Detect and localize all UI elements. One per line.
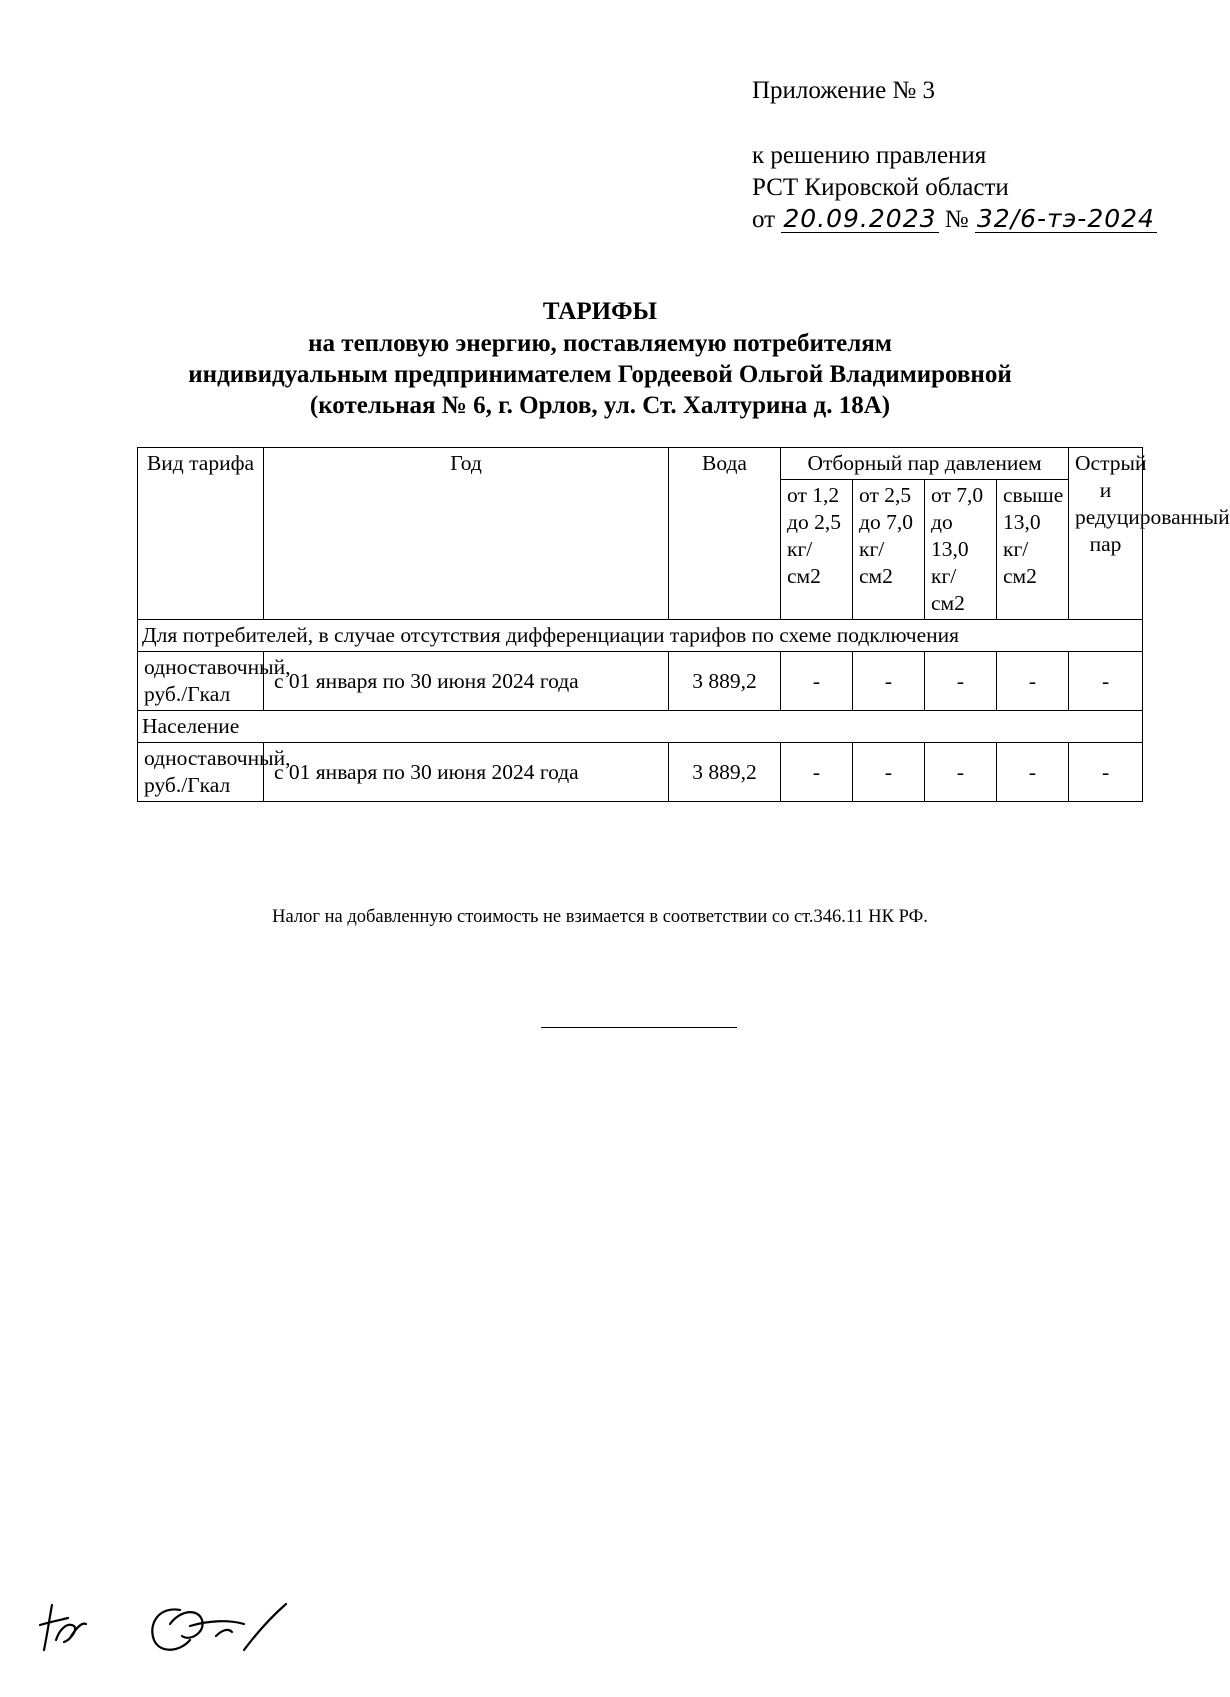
decision-reference <box>752 140 1157 236</box>
section-title-no-differentiation: Для потребителей, в случае отсутствия дифференциации тарифов по схеме подключения <box>138 620 1143 652</box>
cell-water: 3 889,2 <box>669 652 781 711</box>
cell-tariff-type: одноставочный, руб./Гкал <box>138 652 264 711</box>
cell-p3: - <box>925 743 997 802</box>
decision-line-2: РСТ Кировской области <box>752 174 1009 201</box>
decision-date-number <box>752 204 1157 236</box>
header-steam-group: Отборный пар давлением <box>781 448 1069 480</box>
document-title <box>0 296 1200 421</box>
header-pressure-4: свыше 13,0 кг/см2 <box>997 480 1069 620</box>
table-row <box>138 743 1143 802</box>
cell-p4: - <box>997 652 1069 711</box>
vat-note: Налог на добавленную стоимость не взимается в соответствии со ст.346.11 НК РФ. <box>272 907 928 927</box>
main-signature <box>152 1604 286 1650</box>
header-pressure-3: от 7,0 до 13,0 кг/см2 <box>925 480 997 620</box>
appendix-label: Приложение № 3 <box>752 77 936 104</box>
header-water: Вода <box>669 448 781 620</box>
cell-p3: - <box>925 652 997 711</box>
header-pressure-1: от 1,2 до 2,5 кг/см2 <box>781 480 853 620</box>
cell-sharp: - <box>1069 652 1143 711</box>
title-main: ТАРИФЫ <box>542 298 658 325</box>
title-line-2: индивидуальным предпринимателем Гордеевой Ольгой Владимировной <box>188 361 1012 388</box>
header-tariff-type: Вид тарифа <box>138 448 264 620</box>
title-line-1: на тепловую энергию, поставляемую потребителям <box>308 330 892 357</box>
cell-p1: - <box>781 743 853 802</box>
title-line-3: (котельная № 6, г. Орлов, ул. Ст. Халтурина д. 18А) <box>309 392 891 419</box>
cell-p2: - <box>853 743 925 802</box>
handwritten-number: 32/6-тэ-2024 <box>976 204 1155 233</box>
table-row <box>138 652 1143 711</box>
section-row <box>138 620 1143 652</box>
number-prefix: № <box>944 206 969 233</box>
section-row <box>138 711 1143 743</box>
handwritten-signatures <box>30 1580 330 1670</box>
initials-signature <box>40 1605 86 1650</box>
cell-period: с 01 января по 30 июня 2024 года <box>264 652 669 711</box>
from-prefix: от <box>752 206 776 233</box>
cell-p1: - <box>781 652 853 711</box>
cell-sharp: - <box>1069 743 1143 802</box>
cell-p2: - <box>853 652 925 711</box>
cell-water: 3 889,2 <box>669 743 781 802</box>
cell-p4: - <box>997 743 1069 802</box>
header-pressure-2: от 2,5 до 7,0 кг/см2 <box>853 480 925 620</box>
header-sharp-steam: Острый и редуцированный пар <box>1069 448 1143 620</box>
cell-tariff-type: одноставочный, руб./Гкал <box>138 743 264 802</box>
section-title-population: Население <box>138 711 1143 743</box>
header-year: Год <box>264 448 669 620</box>
cell-period: с 01 января по 30 июня 2024 года <box>264 743 669 802</box>
table-header-row-1 <box>138 448 1143 480</box>
decision-line-1: к решению правления <box>752 142 987 169</box>
end-rule <box>541 1027 737 1028</box>
handwritten-date: 20.09.2023 <box>783 204 937 233</box>
tariff-table <box>137 447 1230 802</box>
